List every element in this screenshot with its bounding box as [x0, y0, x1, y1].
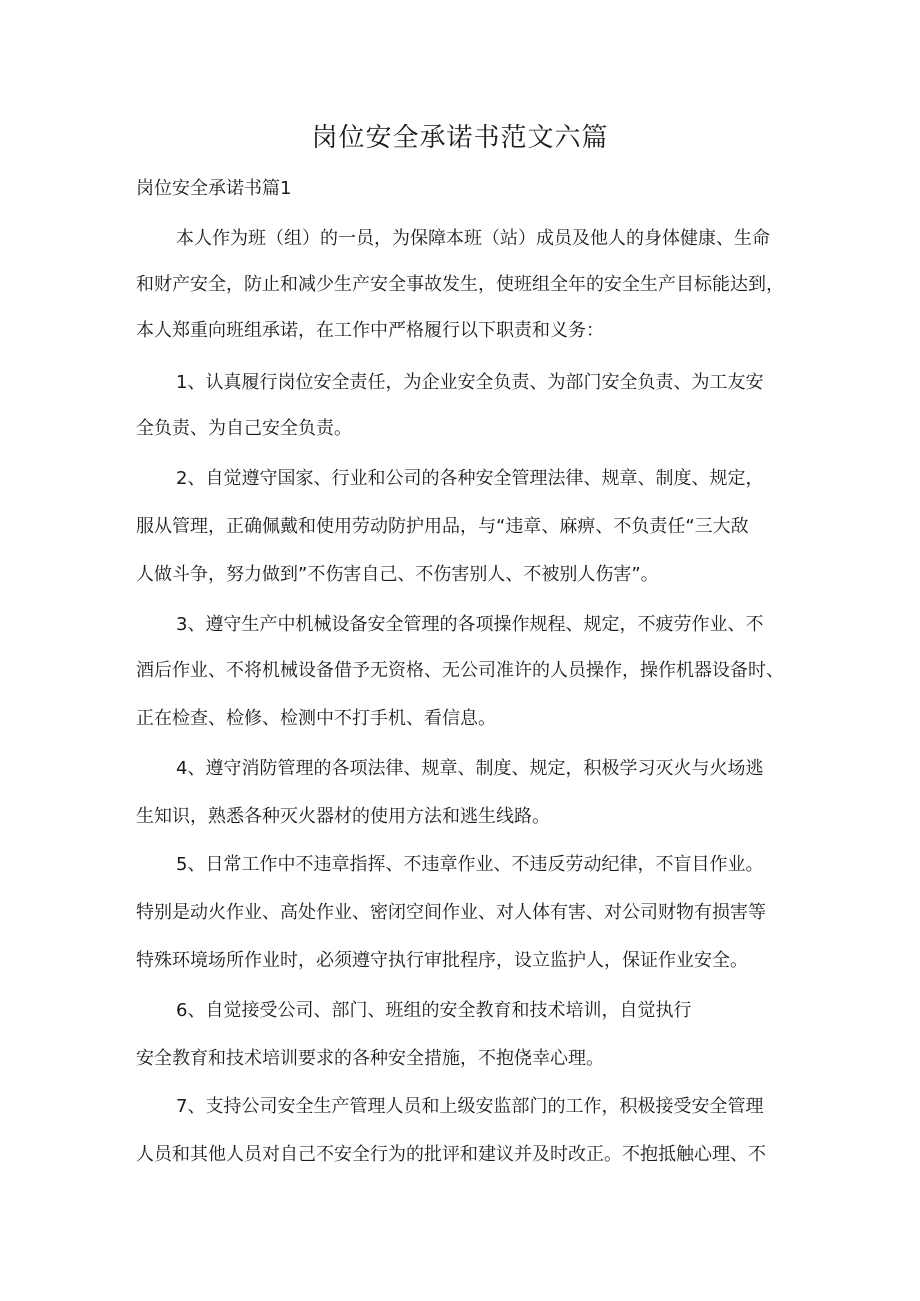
- body-line: 安全教育和技术培训要求的各种安全措施，不抱侥幸心理。: [136, 1048, 604, 1069]
- document-title: 岗位安全承诺书范文六篇: [311, 123, 609, 153]
- body-line: 3、遵守生产中机械设备安全管理的各项操作规程、规定，不疲劳作业、不: [176, 614, 764, 635]
- body-line: 酒后作业、不将机械设备借予无资格、无公司准许的人员操作，操作机器设备时、: [136, 660, 784, 681]
- body-line: 5、日常工作中不违章指挥、不违章作业、不违反劳动纪律，不盲目作业。: [176, 854, 764, 875]
- body-line: 人做斗争，努力做到”不伤害自己、不伤害别人、不被别人伤害”。: [136, 564, 659, 585]
- body-line: 特殊环境场所作业时，必须遵守执行审批程序，设立监护人，保证作业安全。: [136, 950, 748, 971]
- body-line: 4、遵守消防管理的各项法律、规章、制度、规定，积极学习灭火与火场逃: [176, 758, 764, 779]
- body-line: 生知识，熟悉各种灭火器材的使用方法和逃生线路。: [136, 806, 550, 827]
- body-line: 1、认真履行岗位安全责任，为企业安全负责、为部门安全负责、为工友安: [176, 372, 764, 393]
- body-line: 本人作为班（组）的一员，为保障本班（站）成员及他人的身体健康、生命: [176, 228, 770, 249]
- section-heading: 岗位安全承诺书篇1: [136, 178, 292, 199]
- body-line: 全负责、为自己安全负责。: [136, 418, 352, 439]
- body-line: 本人郑重向班组承诺，在工作中严格履行以下职责和义务：: [136, 320, 604, 341]
- body-line: 2、自觉遵守国家、行业和公司的各种安全管理法律、规章、制度、规定，: [176, 468, 764, 489]
- body-line: 6、自觉接受公司、部门、班组的安全教育和技术培训，自觉执行: [176, 1000, 692, 1021]
- body-line: 7、支持公司安全生产管理人员和上级安监部门的工作，积极接受安全管理: [176, 1096, 764, 1117]
- body-line: 和财产安全，防止和减少生产安全事故发生，使班组全年的安全生产目标能达到，: [136, 274, 784, 295]
- body-line: 特别是动火作业、高处作业、密闭空间作业、对人体有害、对公司财物有损害等: [136, 902, 766, 923]
- body-line: 人员和其他人员对自己不安全行为的批评和建议并及时改正。不抱抵触心理、不: [136, 1144, 766, 1165]
- body-line: 正在检查、检修、检测中不打手机、看信息。: [136, 708, 496, 729]
- body-line: 服从管理，正确佩戴和使用劳动防护用品，与“违章、麻痹、不负责任“三大敌: [136, 516, 749, 537]
